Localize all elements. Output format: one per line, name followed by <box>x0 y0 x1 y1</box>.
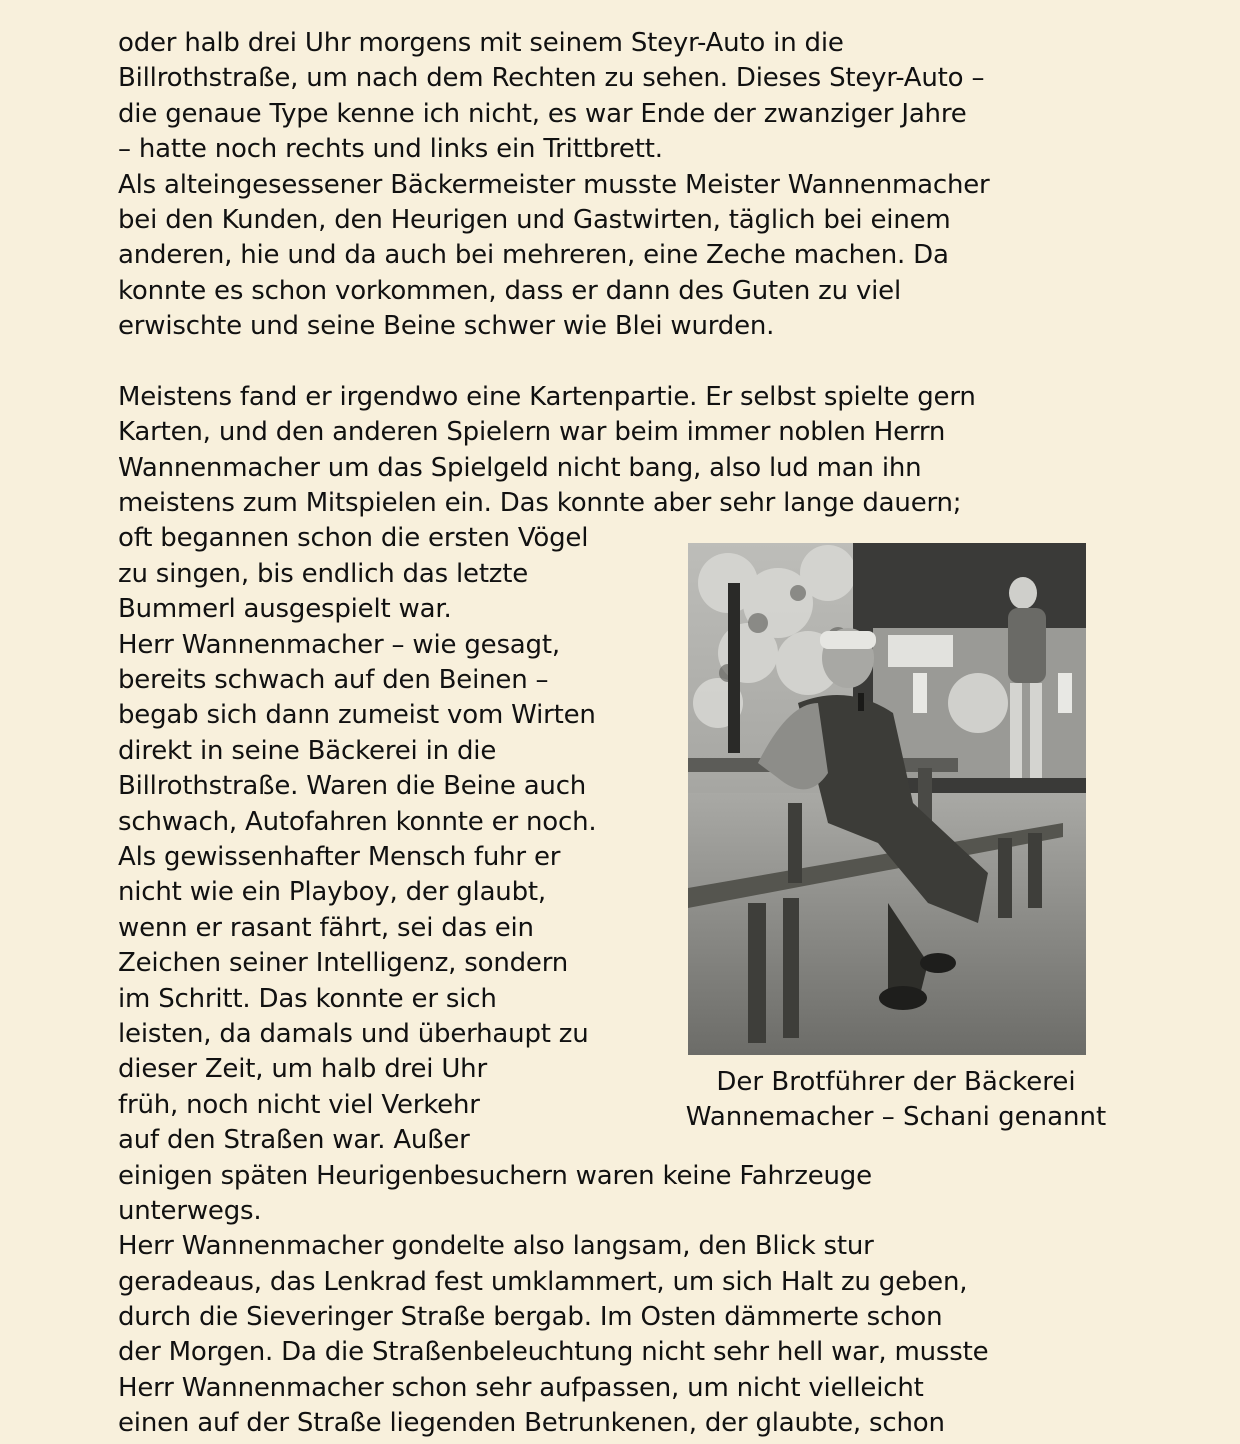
text-line: Bummerl ausgespielt war. <box>118 594 452 625</box>
text-line: nicht wie ein Playboy, der glaubt, <box>118 877 546 908</box>
text-line: Herr Wannenmacher – wie gesagt, <box>118 629 560 660</box>
text-line: wenn er rasant fährt, sei das ein <box>118 912 534 943</box>
caption-line: Der Brotführer der Bäckerei <box>716 1067 1076 1097</box>
text-line: – hatte noch rechts und links ein Trittbrett. <box>118 134 663 165</box>
text-line: direkt in seine Bäckerei in die <box>118 735 497 766</box>
text-line: Herr Wannenmacher gondelte also langsam, den Blick stur <box>118 1231 874 1262</box>
text-line: unterwegs. <box>118 1195 262 1226</box>
text-line: geradeaus, das Lenkrad fest umklammert, um sich Halt zu geben, <box>118 1266 968 1297</box>
text-line: die genaue Type kenne ich nicht, es war Ende der zwanziger Jahre <box>118 98 967 129</box>
text-line: Billrothstraße, um nach dem Rechten zu sehen. Dieses Steyr-Auto – <box>118 63 985 94</box>
text-line: bereits schwach auf den Beinen – <box>118 665 549 696</box>
document-page <box>118 26 1128 1442</box>
paragraph-spacer <box>118 345 1128 380</box>
text-line: früh, noch nicht viel Verkehr <box>118 1089 480 1120</box>
text-line: oft begannen schon die ersten Vögel <box>118 523 589 554</box>
text-line: anderen, hie und da auch bei mehreren, eine Zeche machen. Da <box>118 240 949 271</box>
text-line: oder halb drei Uhr morgens mit seinem Steyr-Auto in die <box>118 28 844 58</box>
text-line: Wannenmacher um das Spielgeld nicht bang, also lud man ihn <box>118 452 922 483</box>
photo-baker-on-bench <box>688 543 1086 1055</box>
text-line: dieser Zeit, um halb drei Uhr <box>118 1054 487 1085</box>
text-line: Karten, und den anderen Spielern war beim immer noblen Herrn <box>118 417 946 448</box>
text-line: Zeichen seiner Intelligenz, sondern <box>118 948 569 979</box>
text-line: leisten, da damals und überhaupt zu <box>118 1018 589 1049</box>
text-line: konnte es schon vorkommen, dass er dann des Guten zu viel <box>118 275 901 306</box>
text-line: Als alteingesessener Bäckermeister musste Meister Wannenmacher <box>118 169 990 200</box>
text-line: der Morgen. Da die Straßenbeleuchtung nicht sehr hell war, musste <box>118 1337 989 1368</box>
figure <box>685 543 1108 1133</box>
text-line: Als gewissenhafter Mensch fuhr er <box>118 841 561 872</box>
photo-image <box>688 543 1086 1055</box>
text-line: meistens zum Mitspielen ein. Das konnte aber sehr lange dauern; <box>118 488 962 519</box>
text-line: Meistens fand er irgendwo eine Kartenpartie. Er selbst spielte gern <box>118 381 976 412</box>
text-line: im Schritt. Das konnte er sich <box>118 983 497 1014</box>
text-line: zu singen, bis endlich das letzte <box>118 558 529 589</box>
text-line: erwischte und seine Beine schwer wie Blei wurden. <box>118 311 775 342</box>
paragraph-1 <box>118 26 1128 168</box>
photo-caption <box>626 1065 1166 1136</box>
text-line: einen auf der Straße liegenden Betrunkenen, der glaubte, schon <box>118 1408 945 1439</box>
text-line: bei den Kunden, den Heurigen und Gastwirten, täglich bei einem <box>118 204 951 235</box>
caption-line: Wannemacher – Schani genannt <box>685 1102 1107 1133</box>
paragraph-2 <box>118 168 1128 345</box>
text-line: einigen späten Heurigenbesuchern waren keine Fahrzeuge <box>118 1160 872 1191</box>
text-line: durch die Sieveringer Straße bergab. Im Osten dämmerte schon <box>118 1302 943 1333</box>
text-line: Herr Wannenmacher schon sehr aufpassen, um nicht vielleicht <box>118 1372 924 1403</box>
text-line: auf den Straßen war. Außer <box>118 1125 470 1156</box>
text-line: begab sich dann zumeist vom Wirten <box>118 700 596 731</box>
text-line: Billrothstraße. Waren die Beine auch <box>118 771 587 802</box>
text-line: schwach, Autofahren konnte er noch. <box>118 806 597 837</box>
paragraph-5 <box>118 1229 1128 1441</box>
